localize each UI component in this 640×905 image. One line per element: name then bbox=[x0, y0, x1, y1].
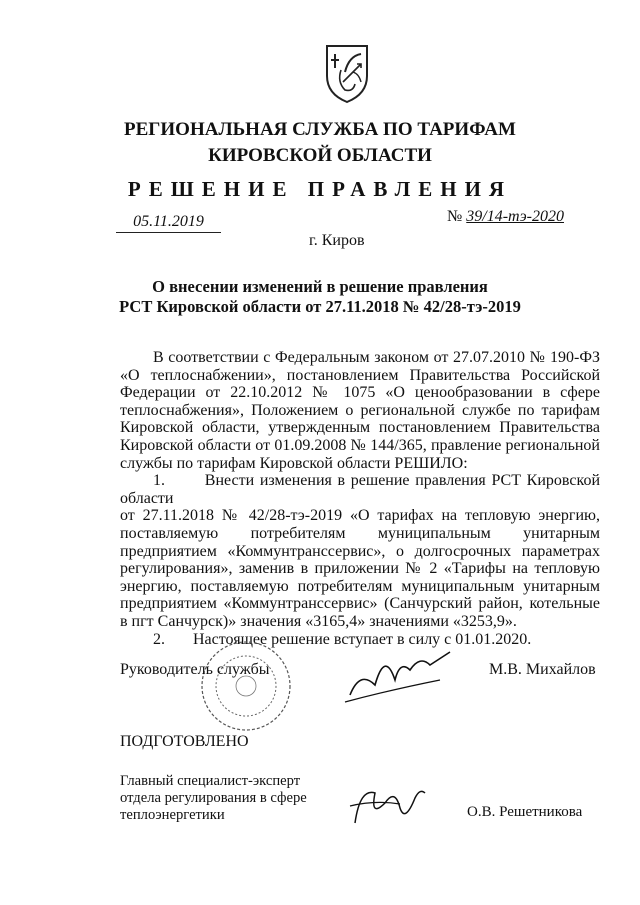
organization-name bbox=[0, 117, 640, 169]
decision-title: РЕШЕНИЕ ПРАВЛЕНИЯ bbox=[127, 177, 513, 201]
org-line-1: РЕГИОНАЛЬНАЯ СЛУЖБА ПО ТАРИФАМ bbox=[124, 119, 516, 140]
preparer-name: О.В. Решетникова bbox=[467, 804, 583, 820]
preparer-position-line-2: отдела регулирования в сфере bbox=[120, 790, 307, 806]
item-1 bbox=[120, 472, 600, 507]
decision-body bbox=[120, 349, 600, 648]
decision-date: 05.11.2019 bbox=[116, 212, 221, 233]
number-value: 39/14-тэ-2020 bbox=[466, 208, 564, 225]
head-name: М.В. Михайлов bbox=[489, 661, 596, 678]
signature-icon bbox=[340, 640, 460, 710]
item-1-number: 1. bbox=[153, 472, 165, 490]
subject-line-1: О внесении изменений в решение правления bbox=[152, 277, 488, 296]
preparer-position-line-3: теплоэнергетики bbox=[120, 807, 225, 823]
item-1-continuation: от 27.11.2018 № 42/28-тэ-2019 «О тарифах на тепловую энергию, поставляемую потребителям муниципальным унитарным предприятием «Коммунтранссервис», о долгосрочных параметрах регулирования», заменив в приложении № 2 «Тарифы на тепловую энергию, поставляемую потребителям муниципальным унитарным предприятием «Коммунтранссервис» (Санчурский район, котельные в пгт Санчурск)» значения «3165,4» значениями «3253,9». bbox=[120, 507, 600, 630]
org-line-2: КИРОВСКОЙ ОБЛАСТИ bbox=[208, 145, 432, 166]
city: г. Киров bbox=[309, 232, 365, 249]
signature-icon bbox=[340, 778, 440, 833]
subject-line-2: РСТ Кировской области от 27.11.2018 № 42/28-тэ-2019 bbox=[119, 297, 521, 316]
round-stamp-icon bbox=[198, 638, 294, 734]
head-title: Руководитель службы bbox=[120, 661, 270, 678]
coat-of-arms-icon bbox=[323, 42, 371, 104]
preamble-paragraph: В соответствии с Федеральным законом от 27.07.2010 № 190-ФЗ «О теплоснабжении», постановлением Правительства Российской Федерации от 22.10.2012 № 1075 «О ценообразовании в сфере теплоснабжения», Положением о региональной службе по тарифам Кировской области, утвержденным постановлением Правительства Кировской области от 01.09.2008 № 144/365, правление региональной службы по тарифам Кировской области РЕШИЛО: bbox=[120, 349, 600, 472]
prepared-label: ПОДГОТОВЛЕНО bbox=[120, 733, 249, 750]
number-prefix: № bbox=[447, 208, 463, 225]
item-2-text: Настоящее решение вступает в силу с 01.01.2020. bbox=[193, 630, 532, 648]
item-2-number: 2. bbox=[153, 630, 165, 648]
decision-number bbox=[447, 208, 564, 226]
preparer-position bbox=[120, 773, 320, 824]
preparer-position-line-1: Главный специалист-эксперт bbox=[120, 773, 301, 789]
decision-subject bbox=[0, 277, 640, 317]
item-1-text-first: Внести изменения в решение правления РСТ Кировской области bbox=[120, 472, 601, 507]
